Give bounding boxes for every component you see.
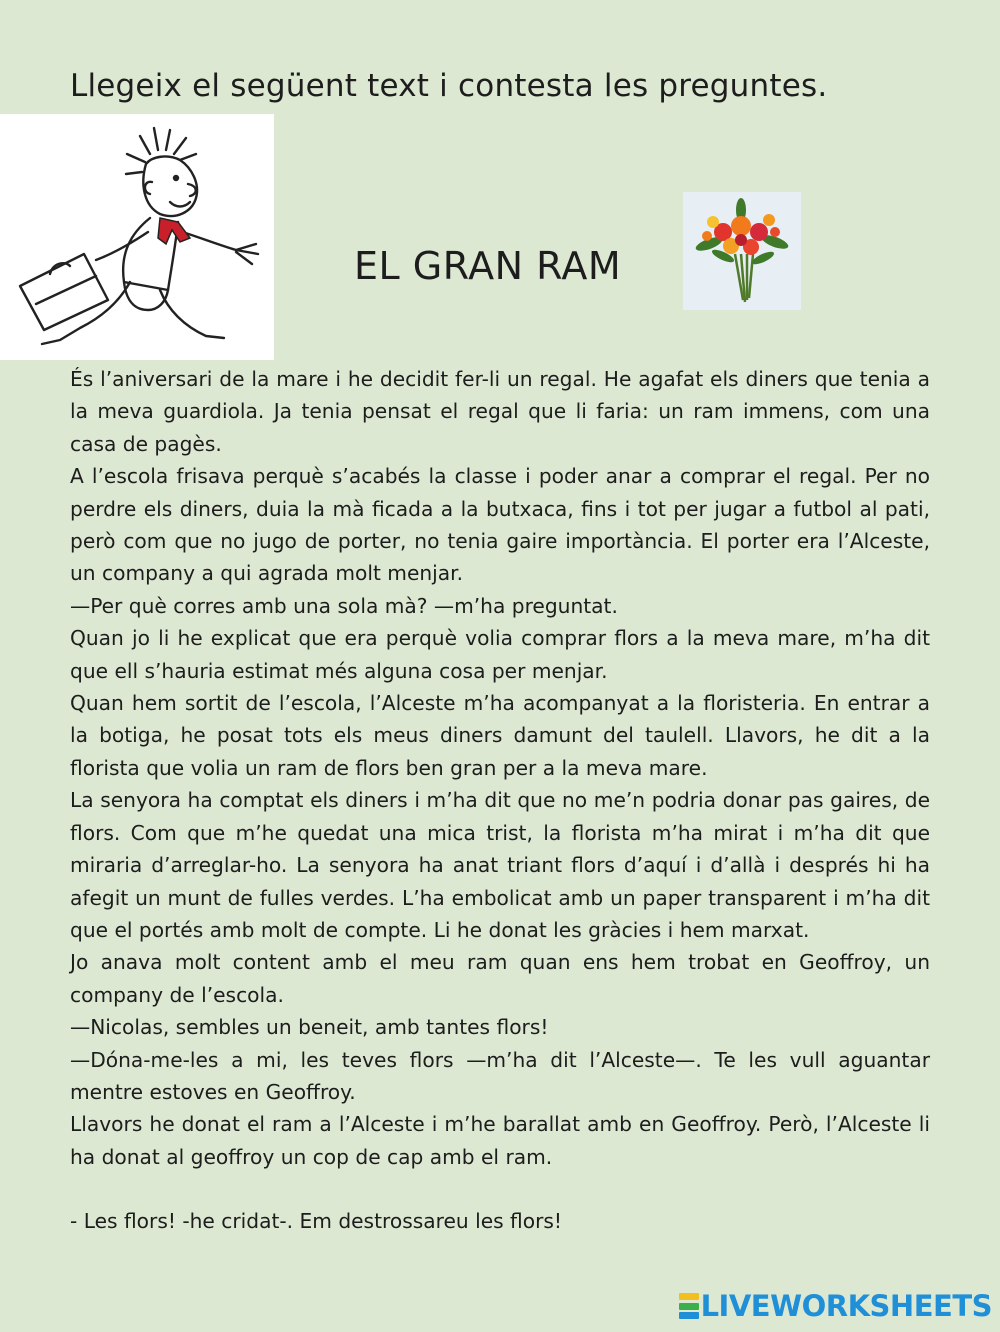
- bouquet-image: [683, 192, 801, 310]
- character-illustration: [0, 114, 274, 360]
- logo-badge-icon: [679, 1293, 699, 1319]
- story-title: EL GRAN RAM: [354, 244, 622, 288]
- story-text: [70, 363, 930, 1238]
- story-paragraph: És l’aniversari de la mare i he decidit fer-li un regal. He agafat els diners que tenia a la meva guardiola. Ja tenia pensat el regal que li faria: un ram immens, com una casa de pagès.: [70, 367, 930, 456]
- story-paragraph: Quan jo li he explicat que era perquè volia comprar flors a la meva mare, m’ha dit que ell s’hauria estimat més alguna cosa per menjar.: [70, 626, 930, 683]
- logo-text: LIVEWORKSHEETS: [700, 1289, 992, 1323]
- story-paragraph: —Nicolas, sembles un beneit, amb tantes flors!: [70, 1015, 549, 1040]
- story-paragraph: Jo anava molt content amb el meu ram quan ens hem trobat en Geoffroy, un company de l’escola.: [70, 950, 930, 1007]
- instruction-heading: Llegeix el següent text i contesta les preguntes.: [70, 68, 828, 104]
- story-paragraph: —Per què corres amb una sola mà? —m’ha preguntat.: [70, 593, 618, 618]
- story-paragraph: A l’escola frisava perquè s’acabés la classe i poder anar a comprar el regal. Per no perdre els diners, duia la mà ficada a la butxaca, fins i tot per jugar a futbol al pati, però com que no jugo de porter, no tenia gaire importància. El porter era l’Alceste, un company a qui agrada molt menjar.: [70, 464, 930, 586]
- story-paragraph: Llavors he donat el ram a l’Alceste i m’he barallat amb en Geoffroy. Però, l’Alceste li ha donat al geoffroy un cop de cap amb el ram.: [70, 1112, 930, 1169]
- story-paragraph: - Les flors! -he cridat-. Em destrossareu les flors!: [70, 1209, 563, 1234]
- story-paragraph: —Dóna-me-les a mi, les teves flors —m’ha dit l’Alceste—. Te les vull aguantar mentre estoves en Geoffroy.: [70, 1047, 930, 1104]
- story-paragraph: Quan hem sortit de l’escola, l’Alceste m’ha acompanyat a la floristeria. En entrar a la botiga, he posat tots els meus diners damunt del taulell. Llavors, he dit a la florista que volia un ram de flors ben gran per a la meva mare.: [70, 691, 930, 780]
- story-paragraph: La senyora ha comptat els diners i m’ha dit que no me’n podria donar pas gaires, de flors. Com que m’he quedat una mica trist, la florista m’ha mirat i m’ha dit que miraria d’arreglar-ho. La senyora ha anat triant flors d’aquí i d’allà i després hi ha afegit un munt de fulles verdes. L’ha embolicat amb un paper transparent i m’ha dit que el portés amb molt de compte. Li he donat les gràcies i hem marxat.: [70, 788, 930, 942]
- liveworksheets-logo[interactable]: [679, 1290, 992, 1322]
